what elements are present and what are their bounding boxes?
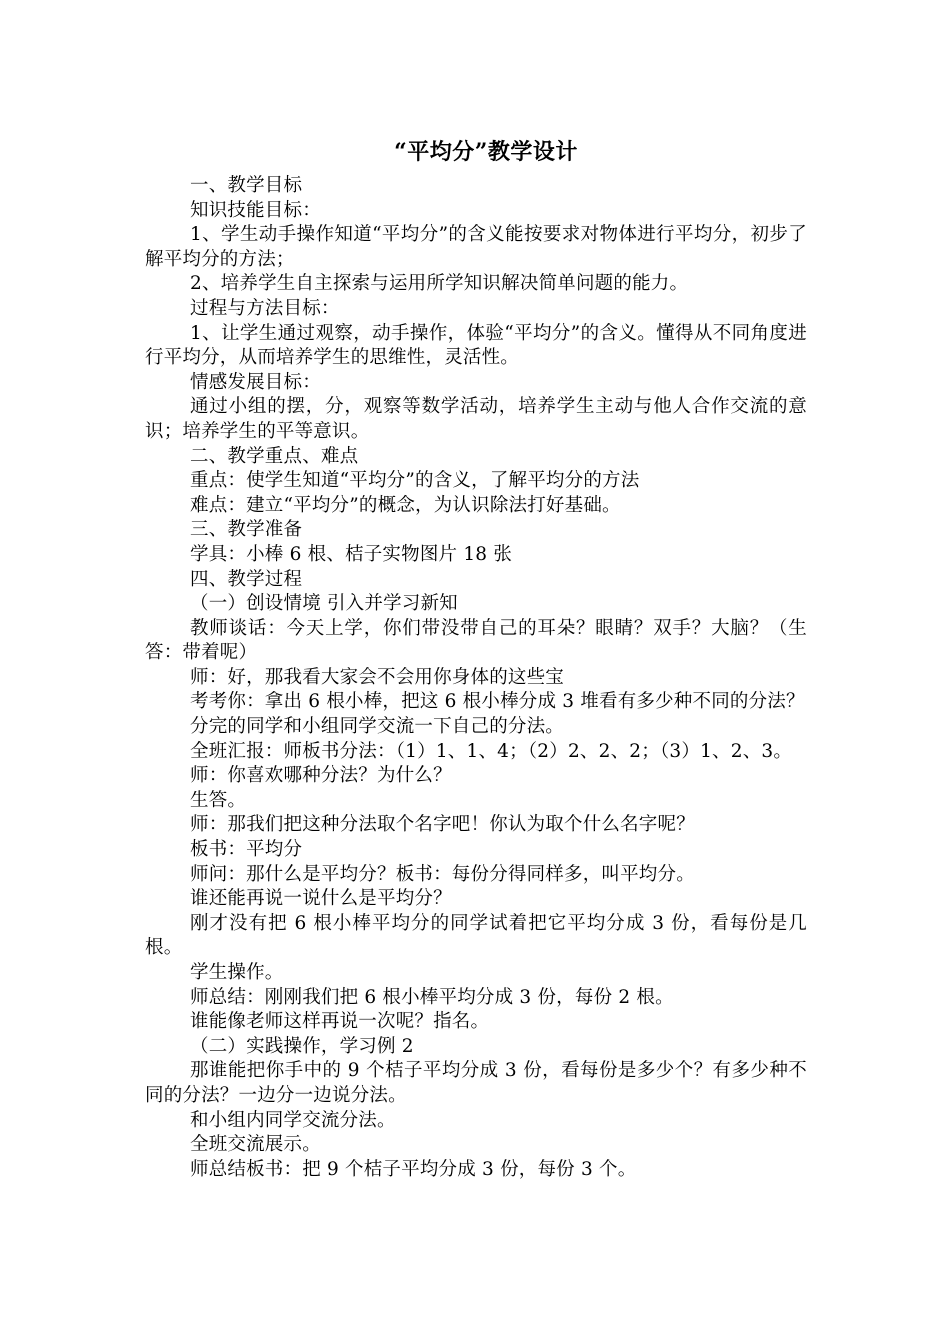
paragraph: （二）实践操作，学习例 2 bbox=[190, 1035, 414, 1057]
paragraph: 通过小组的摆，分，观察等数学活动，培养学生主动与他人合作交流的意识；培养学生的平等意识。 bbox=[145, 396, 807, 442]
document-body bbox=[145, 174, 807, 1182]
paragraph: 学生操作。 bbox=[190, 962, 284, 983]
paragraph: 教师谈话：今天上学，你们带没带自己的耳朵？眼睛？双手？大脑？（生答：带着呢） bbox=[145, 617, 807, 664]
paragraph: 情感发展目标： bbox=[190, 371, 321, 393]
paragraph: 全班交流展示。 bbox=[190, 1134, 321, 1156]
paragraph: 刚才没有把 6 根小棒平均分的同学试着把它平均分成 3 份，看每份是几根。 bbox=[145, 912, 807, 959]
paragraph: 师问：那什么是平均分？板书：每份分得同样多，叫平均分。 bbox=[190, 863, 695, 885]
paragraph: 知识技能目标： bbox=[190, 199, 321, 221]
paragraph: 一、教学目标 bbox=[190, 175, 303, 196]
document-title: “平均分”教学设计 bbox=[394, 139, 578, 165]
paragraph: 师：你喜欢哪种分法？为什么？ bbox=[190, 765, 452, 787]
paragraph: 师：那我们把这种分法取个名字吧！你认为取个什么名字呢？ bbox=[190, 814, 695, 836]
paragraph: 1、让学生通过观察，动手操作，体验“平均分”的含义。懂得从不同角度进行平均分，从而培养学生的思维性，灵活性。 bbox=[145, 322, 807, 369]
paragraph: 分完的同学和小组同学交流一下自己的分法。 bbox=[190, 716, 565, 738]
paragraph: 考考你：拿出 6 根小棒，把这 6 根小棒分成 3 堆看有多少种不同的分法？ bbox=[190, 691, 805, 713]
paragraph: 2、培养学生自主探索与运用所学知识解决简单问题的能力。 bbox=[190, 273, 689, 295]
paragraph: 和小组内同学交流分法。 bbox=[190, 1109, 396, 1131]
paragraph: 师总结板书：把 9 个桔子平均分成 3 份，每份 3 个。 bbox=[190, 1158, 637, 1180]
paragraph: 谁还能再说一说什么是平均分？ bbox=[190, 888, 452, 910]
paragraph: 生答。 bbox=[190, 789, 247, 811]
paragraph: 全班汇报：师板书分法：（1）1、1、4；（2）2、2、2；（3）1、2、3。 bbox=[190, 740, 793, 762]
paragraph: 谁能像老师这样再说一次呢？指名。 bbox=[190, 1011, 490, 1033]
paragraph: 那谁能把你手中的 9 个桔子平均分成 3 份，看每份是多少个？有多少种不同的分法？一边分一边说分法。 bbox=[145, 1060, 807, 1106]
document-page bbox=[145, 130, 807, 1182]
paragraph: 重点：使学生知道“平均分”的含义，了解平均分的方法 bbox=[190, 470, 640, 492]
paragraph: 师：好，那我看大家会不会用你身体的这些宝 bbox=[190, 666, 565, 688]
paragraph: 难点：建立“平均分”的概念，为认识除法打好基础。 bbox=[190, 494, 621, 516]
paragraph: 师总结：刚刚我们把 6 根小棒平均分成 3 份，每份 2 根。 bbox=[190, 986, 674, 1008]
paragraph: 1、学生动手操作知道“平均分”的含义能按要求对物体进行平均分，初步了解平均分的方法； bbox=[145, 224, 807, 270]
paragraph: 过程与方法目标： bbox=[190, 297, 340, 319]
paragraph: 四、教学过程 bbox=[190, 568, 303, 590]
paragraph: 三、教学准备 bbox=[190, 519, 303, 541]
paragraph: 学具：小棒 6 根、桔子实物图片 18 张 bbox=[190, 543, 513, 565]
paragraph: （一）创设情境 引入并学习新知 bbox=[190, 593, 458, 615]
paragraph: 二、教学重点、难点 bbox=[190, 445, 359, 467]
paragraph: 板书：平均分 bbox=[190, 839, 303, 861]
